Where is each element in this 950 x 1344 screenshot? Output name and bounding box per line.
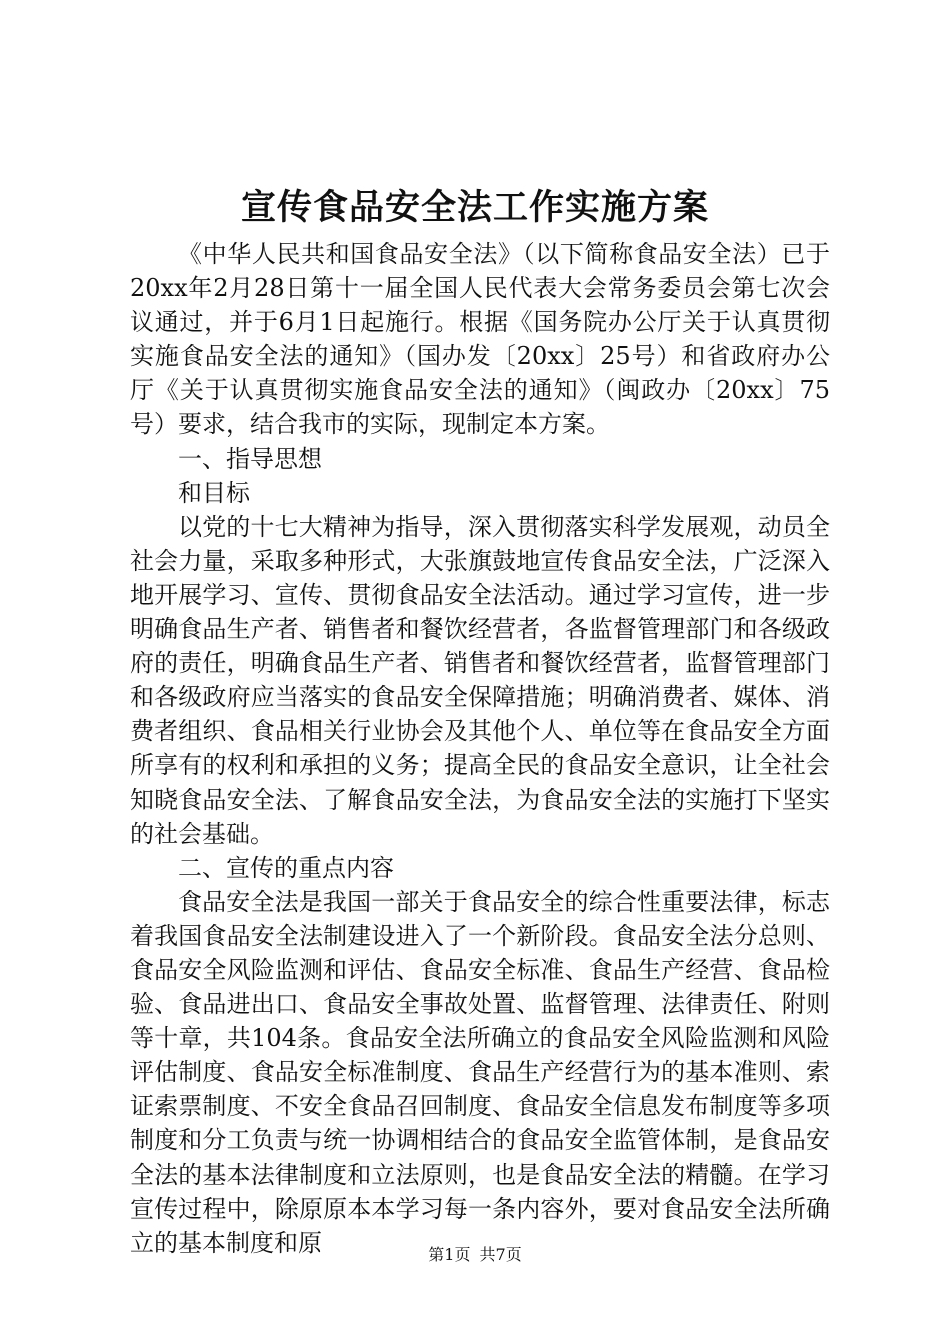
section-heading-1: 一、指导思想 (178, 444, 322, 473)
intro-paragraph: 《中华人民共和国食品安全法》（以下简称食品安全法）已于20xx年2月28日第十一届全国人民代表大会常务委员会第七次会议通过，并于6月1日起施行。根据《国务院办公厅关于认真贯彻实施食品安全法的通知》（国办发〔20xx〕25号）和省政府办公厅《关于认真贯彻实施食品安全法的通知》（闽政办〔20xx〕75号）要求，结合我市的实际，现制定本方案。 (130, 240, 830, 439)
guiding-thought-paragraph: 以党的十七大精神为指导，深入贯彻落实科学发展观，动员全社会力量，采取多种形式，大张旗鼓地宣传食品安全法，广泛深入地开展学习、宣传、贯彻食品安全法活动。通过学习宣传，进一步明确食品生产者、销售者和餐饮经营者，各监督管理部门和各级政府的责任，明确食品生产者、销售者和餐饮经营者，监督管理部门和各级政府应当落实的食品安全保障措施；明确消费者、媒体、消费者组织、食品相关行业协会及其他个人、单位等在食品安全方面所享有的权利和承担的义务；提高全民的食品安全意识，让全社会知晓食品安全法、了解食品安全法，为食品安全法的实施打下坚实的社会基础。 (130, 512, 830, 848)
section-heading-1-continued: 和目标 (178, 478, 250, 507)
key-content-paragraph: 食品安全法是我国一部关于食品安全的综合性重要法律，标志着我国食品安全法制建设进入了一个新阶段。食品安全法分总则、食品安全风险监测和评估、食品安全标准、食品生产经营、食品检验、食品进出口、食品安全事故处置、监督管理、法律责任、附则等十章，共104条。食品安全法所确立的食品安全风险监测和风险评估制度、食品安全标准制度、食品生产经营行为的基本准则、索证索票制度、不安全食品召回制度、食品安全信息发布制度等多项制度和分工负责与统一协调相结合的食品安全监管体制，是食品安全法的基本法律制度和立法原则，也是食品安全法的精髓。在学习宣传过程中，除原原本本学习每一条内容外，要对食品安全法所确立的基本制度和原 (130, 887, 830, 1257)
document-body (130, 237, 830, 1260)
page-footer (0, 1244, 950, 1266)
page-total: 共7页 (479, 1245, 522, 1264)
section-heading-2: 二、宣传的重点内容 (178, 853, 394, 882)
page-number: 第1页 (428, 1245, 471, 1264)
document-title: 宣传食品安全法工作实施方案 (240, 187, 709, 228)
